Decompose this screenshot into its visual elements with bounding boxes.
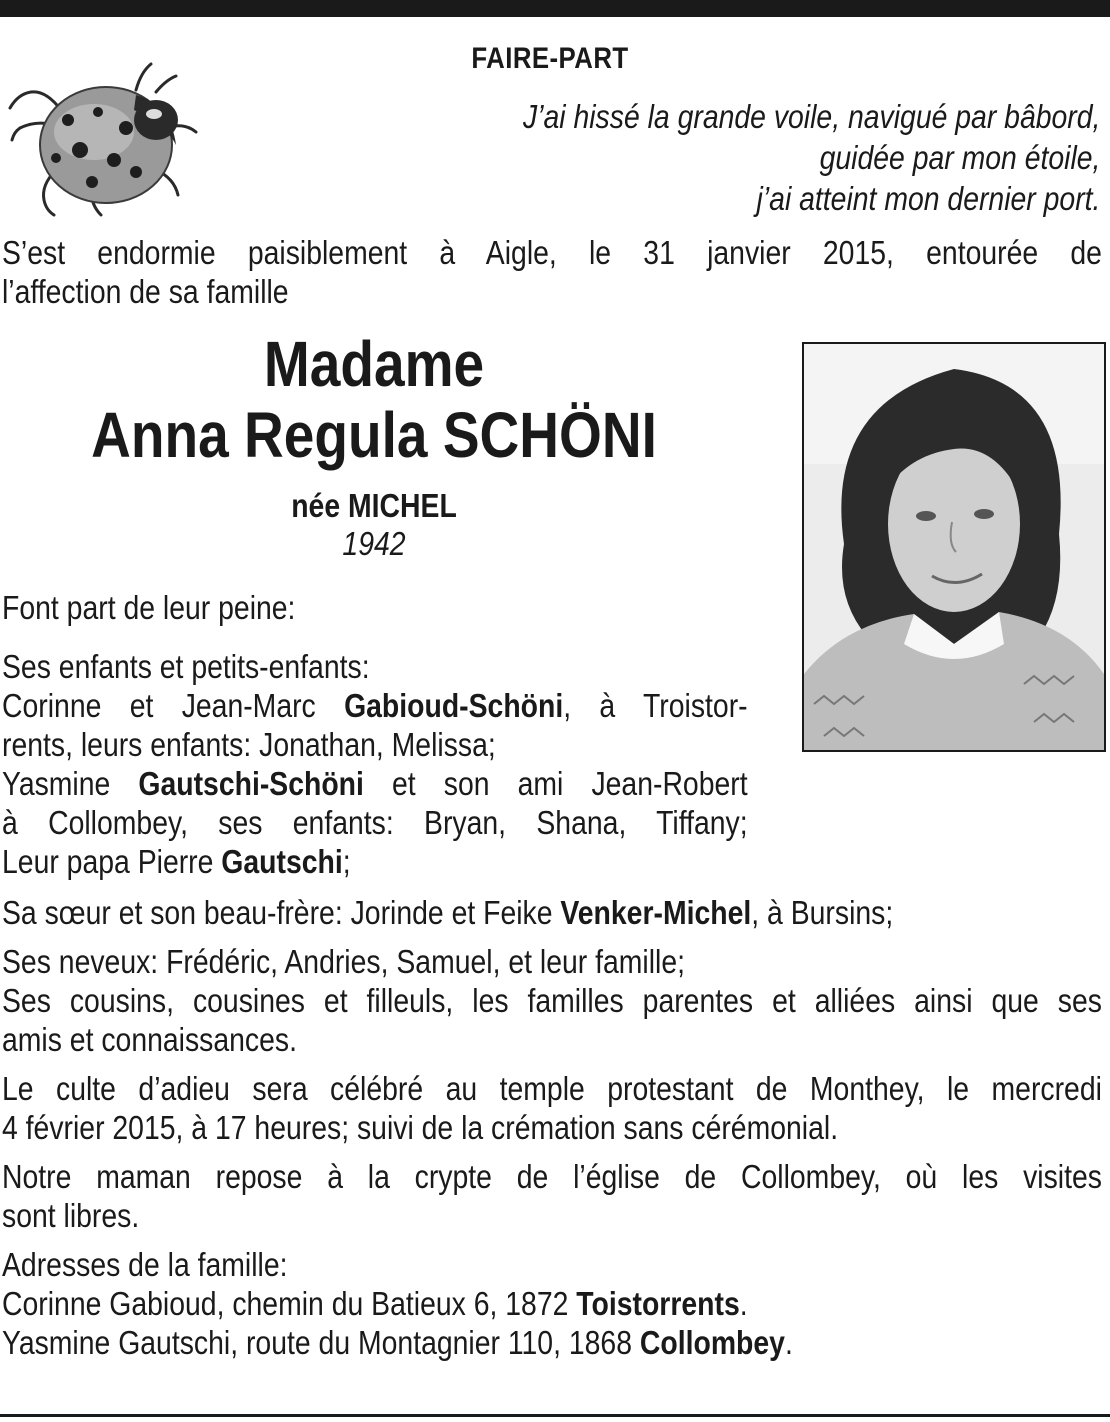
visit-line-2: sont libres.: [2, 1197, 140, 1234]
deceased-name-block: [0, 330, 748, 562]
address-2-street: Yasmine Gautschi, route du Montagnier 110, 1868: [2, 1324, 640, 1361]
family-intro: Font part de leur peine:: [2, 589, 296, 626]
papa-line: [2, 842, 748, 881]
sister-line: [2, 893, 1102, 932]
intro-line-2: l’affection de sa famille: [2, 273, 289, 310]
family-section: [2, 588, 1102, 627]
address-1-street: Corinne Gabioud, chemin du Batieux 6, 1872: [2, 1285, 577, 1322]
corinne-line-2: rents, leurs enfants: Jonathan, Melissa;: [2, 726, 496, 763]
sister-text: Sa sœur et son beau-frère: Jorinde et Feike: [2, 894, 561, 931]
sister-place: , à Bursins;: [751, 894, 894, 931]
top-rule: [0, 0, 1110, 17]
yasmine-partner: et son ami Jean-Robert: [363, 765, 748, 802]
birth-name: née MICHEL: [291, 487, 457, 524]
papa-end: ;: [342, 843, 351, 880]
deceased-title: Madame: [263, 328, 485, 400]
corinne-line-1: [2, 686, 748, 725]
poem-line-3: j’ai atteint mon dernier port.: [756, 180, 1100, 217]
address-2-city: Collombey: [639, 1324, 785, 1361]
intro-paragraph: [2, 233, 1102, 311]
ceremony-line-1: Le culte d’adieu sera célébré au temple protestant de Monthey, le mercredi: [2, 1070, 1102, 1107]
ceremony-line-2: 4 février 2015, à 17 heures; suivi de la crémation sans cérémonial.: [2, 1109, 839, 1146]
address-1-city: Toistorrents: [576, 1285, 740, 1322]
address-2: [2, 1323, 1102, 1362]
yasmine-text: Yasmine: [2, 765, 139, 802]
corinne-place: , à Troistor-: [563, 687, 748, 724]
children-heading: Ses enfants et petits-enfants:: [2, 648, 370, 685]
intro-line-1: S’est endormie paisiblement à Aigle, le 31 janvier 2015, entourée de: [2, 234, 1102, 271]
poem: [523, 96, 1100, 219]
relatives-section: [2, 893, 1102, 1362]
bottom-rule: [0, 1414, 1110, 1417]
poem-line-1: J’ai hissé la grande voile, navigué par bâbord,: [522, 98, 1100, 135]
corinne-text: Corinne et Jean-Marc: [2, 687, 345, 724]
address-1: [2, 1284, 1102, 1323]
papa-text: Leur papa Pierre: [2, 843, 222, 880]
address-2-end: .: [784, 1324, 793, 1361]
corinne-surname: Gabioud-Schöni: [344, 687, 564, 724]
visit-line-1: Notre maman repose à la crypte de l’église de Collombey, où les visites: [2, 1158, 1102, 1195]
poem-line-2: guidée par mon étoile,: [819, 139, 1100, 176]
deceased-name: Anna Regula SCHÖNI: [91, 399, 657, 471]
addresses-heading: Adresses de la famille:: [2, 1246, 288, 1283]
birth-year: 1942: [342, 525, 406, 562]
papa-surname: Gautschi: [221, 843, 343, 880]
notice-heading: FAIRE-PART: [471, 42, 629, 75]
family-list: [2, 647, 1102, 881]
sister-surname: Venker-Michel: [560, 894, 752, 931]
address-1-end: .: [739, 1285, 748, 1322]
cousins-line-2: amis et connaissances.: [2, 1021, 297, 1058]
yasmine-surname: Gautschi-Schöni: [138, 765, 364, 802]
yasmine-line-2: à Collombey, ses enfants: Bryan, Shana, Tiffany;: [2, 804, 748, 841]
yasmine-line-1: [2, 764, 748, 803]
nephews-line: Ses neveux: Frédéric, Andries, Samuel, et leur famille;: [2, 943, 686, 980]
cousins-line-1: Ses cousins, cousines et filleuls, les familles parentes et alliées ainsi que ses: [2, 982, 1102, 1019]
